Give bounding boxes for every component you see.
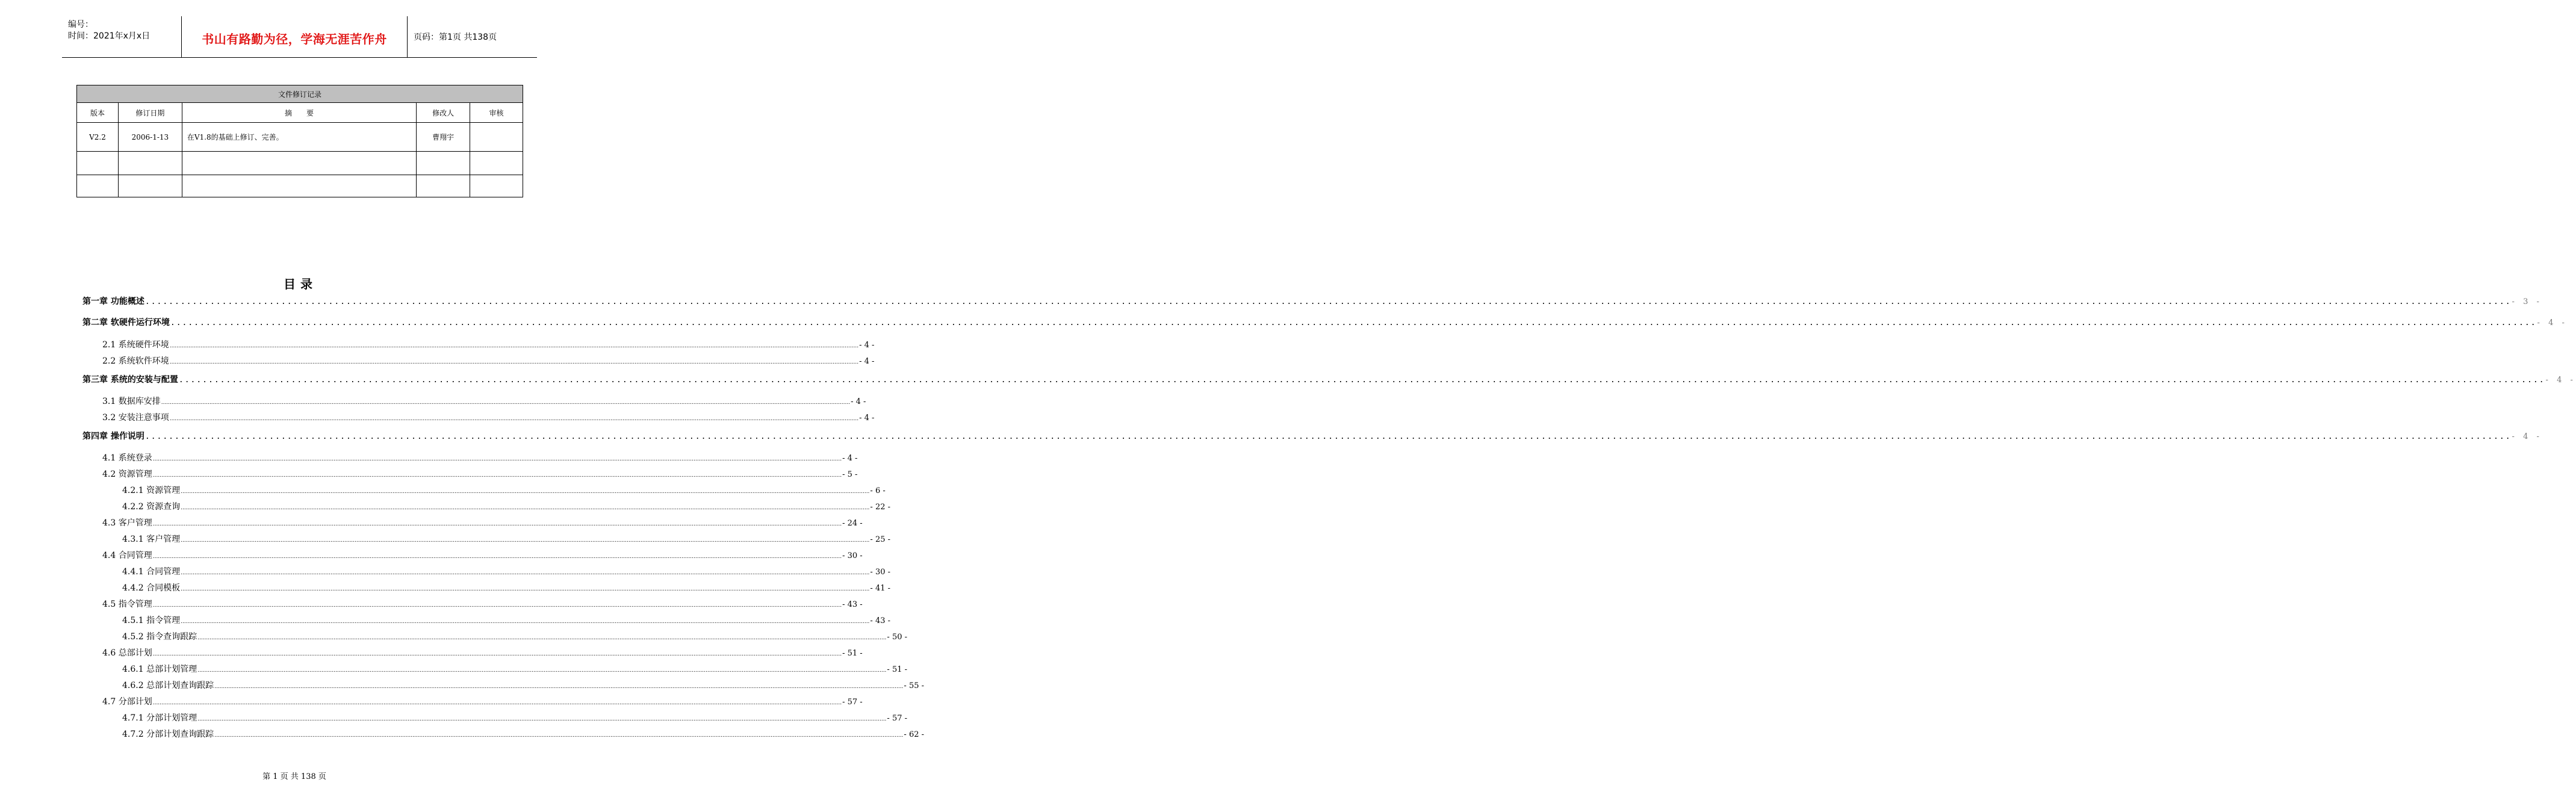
toc-dot-leader: ................................................................................................................................................................................................................................................................................................................................................................................................................ <box>181 570 870 576</box>
toc-entry-number: 4.7.2 <box>122 730 147 739</box>
toc-entry-page: - 50 - <box>887 633 908 642</box>
toc-entry[interactable] <box>122 484 886 496</box>
header-motto: 书山有路勤为径，学海无涯苦作舟 <box>202 32 387 46</box>
toc-entry-page: - 25 - <box>870 535 891 544</box>
toc-entry-title: 系统软件环境 <box>118 356 169 366</box>
toc-entry-number: 4.1 <box>102 453 119 463</box>
toc-entry[interactable] <box>102 695 863 707</box>
toc-entry-title: 系统登录 <box>118 453 152 463</box>
toc-entry-title: 分部计划 <box>118 697 152 707</box>
toc-entry-number: 4.2.1 <box>122 486 147 495</box>
toc-entry-page: - 41 - <box>870 584 891 593</box>
toc-entry-number: 4.6.2 <box>122 681 147 690</box>
toc-entry-number: 3.1 <box>102 397 119 406</box>
toc-entry[interactable] <box>102 411 875 423</box>
column-header-date: 修订日期 <box>118 103 182 123</box>
toc-entry-page: - 43 - <box>870 616 891 625</box>
toc-entry[interactable] <box>102 549 863 561</box>
toc-entry[interactable] <box>102 395 866 407</box>
table-row <box>77 123 523 152</box>
toc-entry-title: 操作说明 <box>110 432 144 441</box>
toc-entry[interactable] <box>102 355 875 367</box>
toc-entry-page: - 57 - <box>842 698 863 707</box>
toc-dot-leader: ................................................................................................................................................................................................................................................................................................................................................................................................................ <box>161 400 851 406</box>
cell-editor <box>417 175 470 197</box>
header-page-info: 页码：第1页 共138页 <box>414 33 497 42</box>
toc-entry-page: - 55 - <box>904 681 925 690</box>
toc-entry-title: 合同模板 <box>146 583 181 593</box>
toc-entry[interactable] <box>82 373 2576 385</box>
toc-entry-number: 4.6 <box>102 648 119 658</box>
toc-entry[interactable] <box>82 295 2542 307</box>
toc-entry[interactable] <box>82 316 2568 328</box>
toc-entry[interactable] <box>102 598 863 610</box>
toc-entry-page: - 30 - <box>870 568 891 577</box>
toc-entry-number: 4.3 <box>102 518 119 528</box>
toc-dot-leader: ................................................................................................................................................................................................................................................................................................................................................................................................................ <box>181 619 870 625</box>
toc-dot-leader: ................................................................................................................................................................................................................................................................................................................................................................................................................ <box>152 554 842 560</box>
toc-entry-page: - 4 - <box>2537 318 2568 327</box>
cell-review <box>470 175 523 197</box>
toc-dot-leader: ................................................................................................................................................................................................................................................................................................................................................................................................................ <box>181 586 870 592</box>
toc-dot-leader: ................................................................................................................................................................................................................................................................................................................................................................................................................ <box>152 651 842 657</box>
toc-entry[interactable] <box>122 581 891 594</box>
toc-entry-number: 2.2 <box>102 356 119 366</box>
toc-entry-title: 资源查询 <box>146 502 181 512</box>
cell-date: 2006-1-13 <box>118 123 182 152</box>
toc-entry[interactable] <box>102 468 858 480</box>
toc-entry-page: - 4 - <box>859 341 875 350</box>
cell-review <box>470 123 523 152</box>
toc-dot-leader: ................................................................................................................................................................................................................................................................................................................................................................................................................ <box>197 716 887 722</box>
document-number-label: 编号： <box>68 20 93 29</box>
column-header-version: 版本 <box>77 103 119 123</box>
toc-entry-title: 合同管理 <box>118 551 152 560</box>
toc-entry-title: 分部计划查询跟踪 <box>146 730 214 739</box>
toc-entry[interactable] <box>122 679 925 691</box>
toc-entry-number: 第一章 <box>82 297 111 306</box>
toc-entry-number: 第四章 <box>82 432 111 441</box>
toc-dot-leader: ................................................................................................................................................................................................................................................................................................................................................................................................................ <box>152 456 842 462</box>
toc-entry-number: 4.4 <box>102 551 119 560</box>
toc-entry-title: 指令管理 <box>146 616 181 625</box>
cell-summary <box>182 152 416 175</box>
table-row <box>77 175 523 197</box>
toc-entry[interactable] <box>122 728 925 740</box>
column-header-editor: 修改人 <box>417 103 470 123</box>
toc-entry-number: 4.4.1 <box>122 567 147 577</box>
toc-entry-title: 客户管理 <box>118 518 152 528</box>
toc-dot-leader: ................................................................................................................................................................................................................................................................................................................................................................................................................ <box>181 489 870 495</box>
toc-dot-leader: ................................................................................................................................................................................................................................................................................................................................................................................................................ <box>144 297 2512 306</box>
toc-entry-number: 4.5.2 <box>122 632 147 642</box>
toc-entry-title: 客户管理 <box>146 535 181 544</box>
toc-entry-page: - 4 - <box>2545 376 2576 385</box>
toc-entry-title: 系统硬件环境 <box>118 340 169 350</box>
toc-entry-page: - 43 - <box>842 600 863 609</box>
toc-entry-page: - 51 - <box>887 665 908 674</box>
toc-entry-title: 软硬件运行环境 <box>110 318 170 327</box>
toc-dot-leader: ................................................................................................................................................................................................................................................................................................................................................................................................................ <box>169 416 859 422</box>
toc-entry-number: 4.2 <box>102 470 119 479</box>
toc-entry[interactable] <box>102 451 858 463</box>
toc-dot-leader: ................................................................................................................................................................................................................................................................................................................................................................................................................ <box>152 700 842 706</box>
toc-entry[interactable] <box>122 630 908 642</box>
toc-entry-page: - 6 - <box>870 486 886 495</box>
toc-entry[interactable] <box>122 711 908 724</box>
toc-entry-title: 总部计划查询跟踪 <box>146 681 214 690</box>
toc-entry-title: 总部计划 <box>118 648 152 658</box>
cell-date <box>118 152 182 175</box>
toc-dot-leader: ................................................................................................................................................................................................................................................................................................................................................................................................................ <box>152 521 842 527</box>
toc-entry[interactable] <box>122 533 891 545</box>
toc-entry-number: 4.3.1 <box>122 535 147 544</box>
toc-entry-number: 4.5 <box>102 600 119 609</box>
revision-table-title: 文件修订记录 <box>77 85 523 103</box>
toc-entry-number: 第三章 <box>82 375 111 385</box>
table-row <box>77 152 523 175</box>
toc-entry-title: 指令查询跟踪 <box>146 632 197 642</box>
toc-dot-leader: ................................................................................................................................................................................................................................................................................................................................................................................................................ <box>169 343 859 349</box>
toc-dot-leader: ................................................................................................................................................................................................................................................................................................................................................................................................................ <box>152 473 842 479</box>
toc-entry-page: - 22 - <box>870 503 891 512</box>
toc-dot-leader: ................................................................................................................................................................................................................................................................................................................................................................................................................ <box>152 603 842 609</box>
toc-entry-page: - 30 - <box>842 551 863 560</box>
toc-entry-number: 4.2.2 <box>122 502 147 512</box>
toc-entry-page: - 4 - <box>851 397 866 406</box>
column-header-review: 审核 <box>470 103 523 123</box>
toc-entry[interactable] <box>102 338 875 350</box>
cell-review <box>470 152 523 175</box>
toc-dot-leader: ................................................................................................................................................................................................................................................................................................................................................................................................................ <box>214 733 904 739</box>
cell-summary: 在V1.8的基础上修订、完善。 <box>182 123 416 152</box>
cell-date <box>118 175 182 197</box>
toc-entry-number: 4.5.1 <box>122 616 147 625</box>
toc-entry-number: 2.1 <box>102 340 119 350</box>
toc-entry-title: 安装注意事项 <box>118 413 169 423</box>
toc-entry-page: - 57 - <box>887 714 908 723</box>
toc-dot-leader: ................................................................................................................................................................................................................................................................................................................................................................................................................ <box>169 359 859 365</box>
page-footer: 第 1 页 共 138 页 <box>262 772 326 781</box>
toc-entry[interactable] <box>102 516 863 528</box>
toc-entry-title: 资源管理 <box>146 486 181 495</box>
toc-entry[interactable] <box>122 663 908 675</box>
page-header <box>62 16 537 58</box>
toc-dot-leader: ................................................................................................................................................................................................................................................................................................................................................................................................................ <box>181 505 870 511</box>
cell-version <box>77 152 119 175</box>
toc-entry-page: - 4 - <box>2512 432 2542 441</box>
toc-entry-title: 数据库安排 <box>118 397 161 406</box>
toc-entry-number: 4.7 <box>102 697 119 707</box>
toc-entry-page: - 5 - <box>842 470 858 479</box>
header-motto-cell <box>182 16 408 57</box>
document-time-label: 时间：2021年x月x日 <box>68 31 151 41</box>
column-header-summary: 摘 要 <box>182 103 416 123</box>
toc-entry[interactable] <box>82 430 2542 442</box>
toc-entry-page: - 24 - <box>842 519 863 528</box>
toc-entry-page: - 4 - <box>842 454 858 463</box>
toc-entry[interactable] <box>122 565 891 577</box>
toc-entry-title: 分部计划管理 <box>146 713 197 723</box>
toc-entry-number: 第二章 <box>82 318 111 327</box>
cell-version: V2.2 <box>77 123 119 152</box>
toc-entry[interactable] <box>122 500 891 512</box>
toc-entry-title: 指令管理 <box>118 600 152 609</box>
revision-record-table <box>76 85 523 197</box>
toc-entry-title: 合同管理 <box>146 567 181 577</box>
toc-entry-page: - 4 - <box>859 414 875 423</box>
toc-dot-leader: ................................................................................................................................................................................................................................................................................................................................................................................................................ <box>197 668 887 674</box>
toc-dot-leader: ................................................................................................................................................................................................................................................................................................................................................................................................................ <box>181 538 870 544</box>
toc-dot-leader: ................................................................................................................................................................................................................................................................................................................................................................................................................ <box>197 635 887 641</box>
cell-summary <box>182 175 416 197</box>
toc-title: 目录 <box>284 277 317 291</box>
cell-version <box>77 175 119 197</box>
cell-editor: 曹翔宇 <box>417 123 470 152</box>
cell-editor <box>417 152 470 175</box>
toc-dot-leader: ................................................................................................................................................................................................................................................................................................................................................................................................................ <box>144 432 2512 441</box>
toc-entry[interactable] <box>122 614 891 626</box>
toc-entry-title: 资源管理 <box>118 470 152 479</box>
toc-entry-title: 功能概述 <box>110 297 144 306</box>
toc-entry-number: 4.7.1 <box>122 713 147 723</box>
toc-dot-leader: ................................................................................................................................................................................................................................................................................................................................................................................................................ <box>214 684 904 690</box>
toc-entry-page: - 3 - <box>2512 297 2542 306</box>
toc-entry-number: 3.2 <box>102 413 119 423</box>
header-meta-cell <box>62 16 182 57</box>
toc-entry-page: - 62 - <box>904 730 925 739</box>
toc-entry-number: 4.4.2 <box>122 583 147 593</box>
toc-entry-number: 4.6.1 <box>122 665 147 674</box>
toc-entry-title: 总部计划管理 <box>146 665 197 674</box>
toc-dot-leader: ................................................................................................................................................................................................................................................................................................................................................................................................................ <box>170 318 2537 327</box>
toc-entry-page: - 51 - <box>842 649 863 658</box>
toc-dot-leader: ................................................................................................................................................................................................................................................................................................................................................................................................................ <box>178 376 2545 385</box>
toc-entry[interactable] <box>102 646 863 659</box>
toc-entry-title: 系统的安装与配置 <box>110 375 178 385</box>
toc-entry-page: - 4 - <box>859 357 875 366</box>
